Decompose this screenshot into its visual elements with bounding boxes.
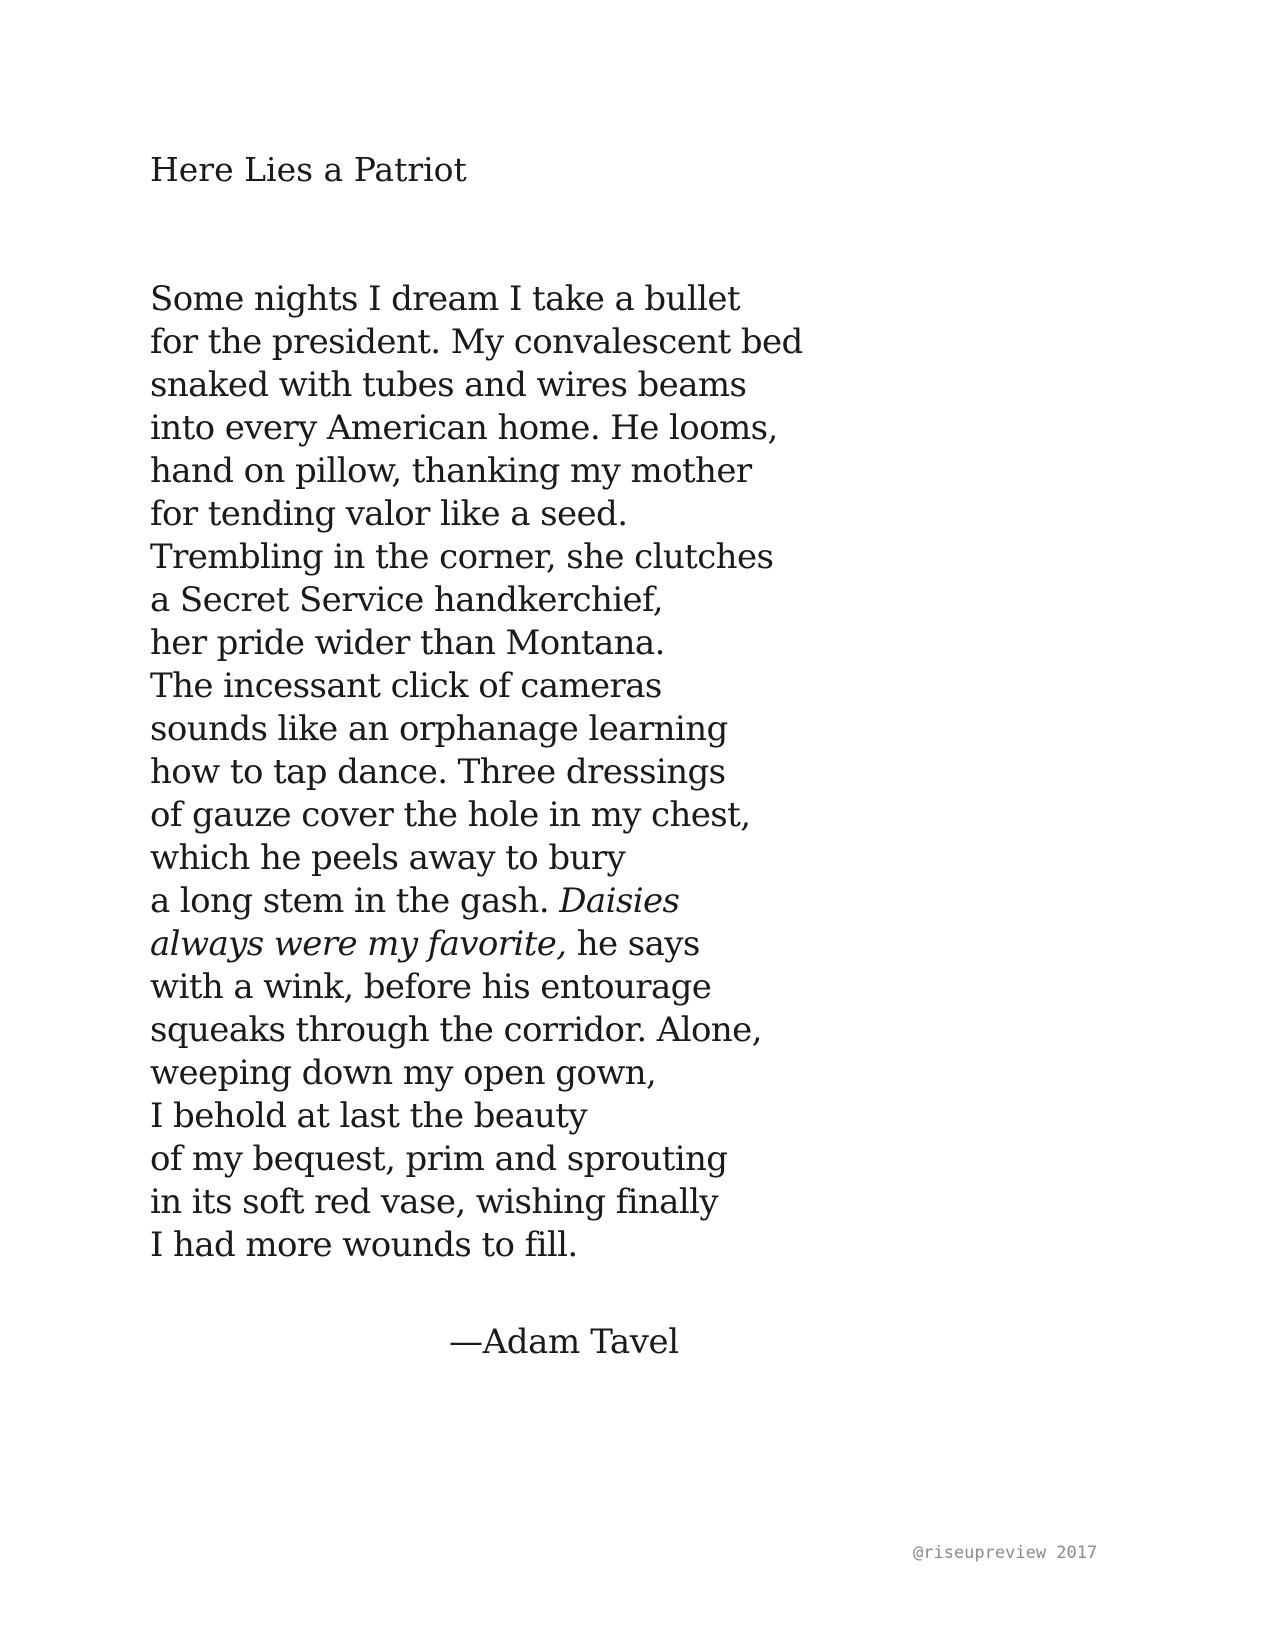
poem-line: weeping down my open gown, <box>150 1053 657 1093</box>
poem-line: I behold at last the beauty <box>150 1096 587 1136</box>
poem-line: squeaks through the corridor. Alone, <box>150 1010 762 1050</box>
poem-line: hand on pillow, thanking my mother <box>150 451 752 491</box>
poem-line: I had more wounds to fill. <box>150 1225 578 1265</box>
poem-line: Trembling in the corner, she clutches <box>150 537 774 577</box>
poem-line: of gauze cover the hole in my chest, <box>150 795 751 835</box>
poem-line: Some nights I dream I take a bullet <box>150 279 740 319</box>
poem-line: how to tap dance. Three dressings <box>150 752 726 792</box>
poem-line: a Secret Service handkerchief, <box>150 580 664 620</box>
poem-line: her pride wider than Montana. <box>150 623 665 663</box>
poem-line: for the president. My convalescent bed <box>150 322 803 362</box>
poem-line: sounds like an orphanage learning <box>150 709 728 749</box>
poem-line: in its soft red vase, wishing finally <box>150 1182 719 1222</box>
poem-line-text: he says <box>566 924 700 964</box>
poem-line <box>150 923 803 966</box>
poem-body <box>150 278 803 1267</box>
poem-italic-text: Daisies <box>559 881 680 921</box>
poem-line: which he peels away to bury <box>150 838 626 878</box>
poem-line: of my bequest, prim and sprouting <box>150 1139 728 1179</box>
footer-credit: @riseupreview 2017 <box>913 1543 1098 1563</box>
poem-line: The incessant click of cameras <box>150 666 662 706</box>
poem-line: snaked with tubes and wires beams <box>150 365 747 405</box>
poem-line-text: a long stem in the gash. <box>150 881 560 921</box>
poem-italic-text: always were my favorite, <box>150 924 567 964</box>
poem-line: into every American home. He looms, <box>150 408 778 448</box>
poem-line: for tending valor like a seed. <box>150 494 628 534</box>
poem-line <box>150 880 803 923</box>
poem-author: —Adam Tavel <box>449 1322 679 1362</box>
poem-title: Here Lies a Patriot <box>150 150 467 189</box>
poem-line: with a wink, before his entourage <box>150 967 712 1007</box>
